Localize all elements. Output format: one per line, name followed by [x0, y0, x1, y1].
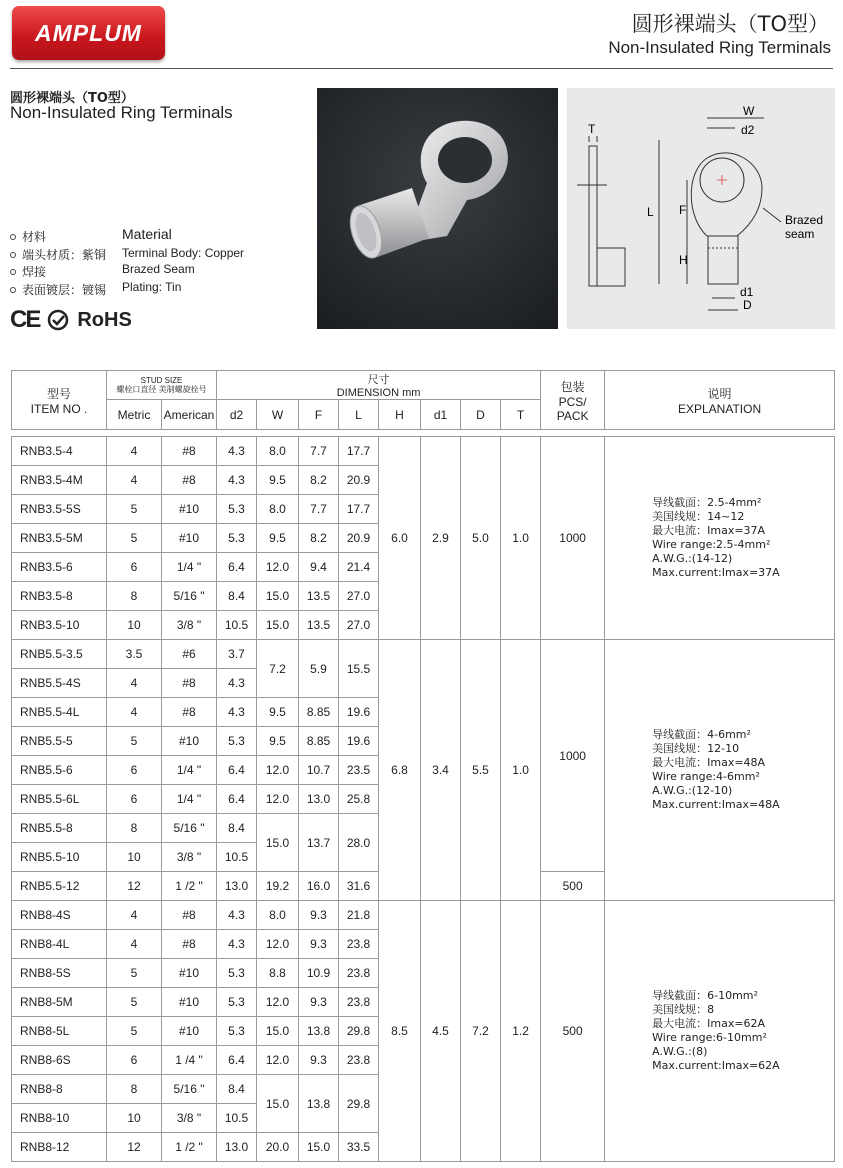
d2-value: 8.4 — [217, 1075, 257, 1104]
d2-value: 5.3 — [217, 959, 257, 988]
l-value: 27.0 — [339, 611, 379, 640]
t-value: 1.2 — [501, 901, 541, 1162]
table-row — [12, 901, 835, 930]
material-seam-cn: 焊接 — [10, 263, 46, 280]
d-value: 5.0 — [461, 437, 501, 640]
header-title-en: Non-Insulated Ring Terminals — [608, 38, 831, 57]
spec-table — [11, 370, 835, 1162]
d-value: 7.2 — [461, 901, 501, 1162]
metric-size: 6 — [107, 785, 162, 814]
american-size: 1 /2 " — [162, 872, 217, 901]
l-value: 23.8 — [339, 930, 379, 959]
bullet-icon — [10, 269, 16, 275]
d2-value: 10.5 — [217, 611, 257, 640]
item-no: RNB8-8 — [12, 1075, 107, 1104]
dimension-drawing — [567, 88, 835, 329]
l-value: 21.4 — [339, 553, 379, 582]
l-value: 17.7 — [339, 437, 379, 466]
l-value: 23.8 — [339, 1046, 379, 1075]
product-title-en: Non-Insulated Ring Terminals — [10, 103, 233, 122]
l-value: 21.8 — [339, 901, 379, 930]
metric-size: 6 — [107, 1046, 162, 1075]
american-size: 1/4 " — [162, 553, 217, 582]
metric-size: 4 — [107, 437, 162, 466]
col-d: D — [461, 400, 501, 430]
col-d1: d1 — [421, 400, 461, 430]
item-no: RNB8-6S — [12, 1046, 107, 1075]
metric-size: 12 — [107, 1133, 162, 1162]
t-value: 1.0 — [501, 437, 541, 640]
f-value: 10.9 — [299, 959, 339, 988]
f-value: 7.7 — [299, 495, 339, 524]
l-value: 33.5 — [339, 1133, 379, 1162]
f-value: 13.8 — [299, 1017, 339, 1046]
pack-value: 500 — [541, 901, 605, 1162]
material-plating-en: Plating: Tin — [122, 280, 182, 294]
d1-value: 2.9 — [421, 437, 461, 640]
metric-size: 4 — [107, 466, 162, 495]
metric-size: 6 — [107, 553, 162, 582]
l-value: 23.5 — [339, 756, 379, 785]
d2-value: 10.5 — [217, 1104, 257, 1133]
american-size: #8 — [162, 698, 217, 727]
american-size: #8 — [162, 901, 217, 930]
item-no: RNB8-5L — [12, 1017, 107, 1046]
label-seam: seam — [785, 227, 815, 241]
header-divider — [10, 68, 833, 69]
item-no: RNB5.5-4S — [12, 669, 107, 698]
l-value: 19.6 — [339, 698, 379, 727]
item-no: RNB5.5-12 — [12, 872, 107, 901]
metric-size: 4 — [107, 669, 162, 698]
material-body-cn: 端头材质：紫铜 — [10, 246, 106, 263]
bullet-icon — [10, 287, 16, 293]
metric-size: 5 — [107, 495, 162, 524]
col-explanation: 说明 EXPLANATION — [605, 371, 835, 430]
d2-value: 6.4 — [217, 1046, 257, 1075]
american-size: #8 — [162, 669, 217, 698]
american-size: 1/4 " — [162, 785, 217, 814]
pack-value: 500 — [541, 872, 605, 901]
header-title-cn: 圆形裸端头（TO型） — [631, 12, 829, 36]
d2-value: 6.4 — [217, 756, 257, 785]
item-no: RNB3.5-5M — [12, 524, 107, 553]
bullet-icon — [10, 234, 16, 240]
w-value: 9.5 — [257, 466, 299, 495]
d-value: 5.5 — [461, 640, 501, 901]
w-value: 8.8 — [257, 959, 299, 988]
d2-value: 4.3 — [217, 437, 257, 466]
f-value: 9.3 — [299, 988, 339, 1017]
explanation-text: 导线截面：6-10mm² 美国线规：8 最大电流：Imax=62A Wire range:6-10mm² A.W.G.:(8) Max.current:Imax=62A — [605, 901, 835, 1162]
item-no: RNB8-4L — [12, 930, 107, 959]
american-size: #10 — [162, 524, 217, 553]
col-pack: 包装 PCS/ PACK — [541, 371, 605, 430]
col-american: American — [162, 400, 217, 430]
w-value: 12.0 — [257, 988, 299, 1017]
american-size: #6 — [162, 640, 217, 669]
american-size: #10 — [162, 988, 217, 1017]
w-value: 15.0 — [257, 814, 299, 872]
explanation-text: 导线截面：2.5-4mm² 美国线规：14~12 最大电流：Imax=37A Wire range:2.5-4mm² A.W.G.:(14-12) Max.current:Imax=37A — [605, 437, 835, 640]
label-brazed: Brazed — [785, 213, 824, 227]
metric-size: 5 — [107, 524, 162, 553]
metric-size: 12 — [107, 872, 162, 901]
american-size: #10 — [162, 959, 217, 988]
w-value: 12.0 — [257, 785, 299, 814]
col-t: T — [501, 400, 541, 430]
metric-size: 5 — [107, 959, 162, 988]
f-value: 9.3 — [299, 1046, 339, 1075]
american-size: 1 /4 " — [162, 1046, 217, 1075]
metric-size: 8 — [107, 1075, 162, 1104]
f-value: 8.2 — [299, 524, 339, 553]
item-no: RNB8-5S — [12, 959, 107, 988]
item-no: RNB8-5M — [12, 988, 107, 1017]
american-size: #8 — [162, 466, 217, 495]
label-H: H — [679, 253, 688, 267]
item-no: RNB3.5-4 — [12, 437, 107, 466]
american-size: 3/8 " — [162, 611, 217, 640]
f-value: 9.4 — [299, 553, 339, 582]
l-value: 20.9 — [339, 466, 379, 495]
w-value: 12.0 — [257, 553, 299, 582]
w-value: 15.0 — [257, 1017, 299, 1046]
item-no: RNB8-12 — [12, 1133, 107, 1162]
f-value: 8.85 — [299, 698, 339, 727]
american-size: #8 — [162, 437, 217, 466]
item-no: RNB5.5-6 — [12, 756, 107, 785]
l-value: 20.9 — [339, 524, 379, 553]
d2-value: 13.0 — [217, 1133, 257, 1162]
item-no: RNB3.5-5S — [12, 495, 107, 524]
f-value: 13.5 — [299, 582, 339, 611]
terminal-dimension-diagram — [567, 88, 835, 329]
f-value: 15.0 — [299, 1133, 339, 1162]
d2-value: 13.0 — [217, 872, 257, 901]
d1-value: 4.5 — [421, 901, 461, 1162]
metric-size: 6 — [107, 756, 162, 785]
w-value: 8.0 — [257, 901, 299, 930]
d2-value: 4.3 — [217, 698, 257, 727]
d2-value: 10.5 — [217, 843, 257, 872]
item-no: RNB5.5-4L — [12, 698, 107, 727]
w-value: 15.0 — [257, 582, 299, 611]
f-value: 10.7 — [299, 756, 339, 785]
american-size: 1 /2 " — [162, 1133, 217, 1162]
d1-value: 3.4 — [421, 640, 461, 901]
f-value: 13.0 — [299, 785, 339, 814]
metric-size: 4 — [107, 930, 162, 959]
label-T: T — [588, 122, 596, 136]
explanation-text: 导线截面：4-6mm² 美国线规：12-10 最大电流：Imax=48A Wire range:4-6mm² A.W.G.:(12-10) Max.current:Imax=48A — [605, 640, 835, 901]
item-no: RNB5.5-10 — [12, 843, 107, 872]
item-no: RNB5.5-5 — [12, 727, 107, 756]
table-row — [12, 640, 835, 669]
l-value: 23.8 — [339, 959, 379, 988]
f-value: 13.5 — [299, 611, 339, 640]
rohs-mark: RoHS — [77, 308, 132, 331]
pack-value: 1000 — [541, 437, 605, 640]
metric-size: 4 — [107, 698, 162, 727]
metric-size: 4 — [107, 901, 162, 930]
w-value: 12.0 — [257, 756, 299, 785]
d2-value: 4.3 — [217, 901, 257, 930]
d2-value: 5.3 — [217, 524, 257, 553]
amplum-logo: AMPLUM — [12, 6, 165, 60]
material-seam-en: Brazed Seam — [122, 262, 195, 276]
material-plating-cn: 表面镀层：镀锡 — [10, 281, 106, 298]
label-D: D — [743, 298, 752, 312]
label-d2: d2 — [741, 123, 755, 137]
f-value: 9.3 — [299, 901, 339, 930]
d2-value: 5.3 — [217, 988, 257, 1017]
col-w: W — [257, 400, 299, 430]
material-label-cn: 材料 — [10, 228, 46, 245]
w-value: 7.2 — [257, 640, 299, 698]
american-size: 5/16 " — [162, 1075, 217, 1104]
l-value: 17.7 — [339, 495, 379, 524]
l-value: 31.6 — [339, 872, 379, 901]
w-value: 15.0 — [257, 611, 299, 640]
item-no: RNB8-4S — [12, 901, 107, 930]
f-value: 8.85 — [299, 727, 339, 756]
f-value: 7.7 — [299, 437, 339, 466]
metric-size: 8 — [107, 582, 162, 611]
material-body-en: Terminal Body: Copper — [122, 246, 245, 260]
material-label-en: Material — [122, 226, 172, 242]
w-value: 20.0 — [257, 1133, 299, 1162]
d2-value: 6.4 — [217, 553, 257, 582]
col-f: F — [299, 400, 339, 430]
item-no: RNB3.5-8 — [12, 582, 107, 611]
l-value: 29.8 — [339, 1017, 379, 1046]
item-no: RNB3.5-6 — [12, 553, 107, 582]
item-no: RNB3.5-10 — [12, 611, 107, 640]
f-value: 13.8 — [299, 1075, 339, 1133]
f-value: 5.9 — [299, 640, 339, 698]
w-value: 19.2 — [257, 872, 299, 901]
l-value: 28.0 — [339, 814, 379, 872]
metric-size: 8 — [107, 814, 162, 843]
h-value: 8.5 — [379, 901, 421, 1162]
f-value: 13.7 — [299, 814, 339, 872]
label-d1: d1 — [740, 285, 754, 299]
d2-value: 5.3 — [217, 1017, 257, 1046]
l-value: 29.8 — [339, 1075, 379, 1133]
d2-value: 4.3 — [217, 669, 257, 698]
d2-value: 8.4 — [217, 814, 257, 843]
l-value: 23.8 — [339, 988, 379, 1017]
w-value: 15.0 — [257, 1075, 299, 1133]
american-size: #10 — [162, 1017, 217, 1046]
tick-certification-icon — [47, 309, 69, 331]
w-value: 12.0 — [257, 930, 299, 959]
l-value: 25.8 — [339, 785, 379, 814]
l-value: 15.5 — [339, 640, 379, 698]
col-stud-size: STUD SIZE 螺栓口直径 美制螺旋拴号 — [107, 371, 217, 400]
w-value: 9.5 — [257, 698, 299, 727]
d2-value: 4.3 — [217, 930, 257, 959]
metric-size: 10 — [107, 843, 162, 872]
col-item: 型号 ITEM NO . — [12, 371, 107, 430]
metric-size: 5 — [107, 727, 162, 756]
col-metric: Metric — [107, 400, 162, 430]
col-l: L — [339, 400, 379, 430]
item-no: RNB5.5-6L — [12, 785, 107, 814]
product-photo — [317, 88, 558, 329]
metric-size: 10 — [107, 611, 162, 640]
metric-size: 10 — [107, 1104, 162, 1133]
col-h: H — [379, 400, 421, 430]
item-no: RNB8-10 — [12, 1104, 107, 1133]
product-title-cn: 圆形裸端头（TO型） — [10, 91, 134, 106]
american-size: 5/16 " — [162, 814, 217, 843]
col-dimension: 尺寸 DIMENSION mm — [217, 371, 541, 400]
item-no: RNB5.5-8 — [12, 814, 107, 843]
table-row — [12, 437, 835, 466]
l-value: 19.6 — [339, 727, 379, 756]
item-no: RNB5.5-3.5 — [12, 640, 107, 669]
d2-value: 4.3 — [217, 466, 257, 495]
w-value: 8.0 — [257, 437, 299, 466]
d2-value: 8.4 — [217, 582, 257, 611]
group-gap — [12, 430, 835, 437]
w-value: 8.0 — [257, 495, 299, 524]
d2-value: 3.7 — [217, 640, 257, 669]
item-no: RNB3.5-4M — [12, 466, 107, 495]
label-F: F — [679, 203, 687, 217]
h-value: 6.0 — [379, 437, 421, 640]
label-W: W — [743, 104, 755, 118]
american-size: #8 — [162, 930, 217, 959]
label-L: L — [647, 205, 654, 219]
f-value: 9.3 — [299, 930, 339, 959]
american-size: #10 — [162, 495, 217, 524]
t-value: 1.0 — [501, 640, 541, 901]
w-value: 12.0 — [257, 1046, 299, 1075]
ce-mark-icon: CE — [10, 306, 40, 333]
pack-value: 1000 — [541, 640, 605, 872]
bullet-icon — [10, 252, 16, 258]
l-value: 27.0 — [339, 582, 379, 611]
certifications — [10, 306, 132, 334]
f-value: 8.2 — [299, 466, 339, 495]
d2-value: 6.4 — [217, 785, 257, 814]
d2-value: 5.3 — [217, 727, 257, 756]
w-value: 9.5 — [257, 727, 299, 756]
f-value: 16.0 — [299, 872, 339, 901]
metric-size: 3.5 — [107, 640, 162, 669]
american-size: 3/8 " — [162, 843, 217, 872]
metric-size: 5 — [107, 988, 162, 1017]
metric-size: 5 — [107, 1017, 162, 1046]
w-value: 9.5 — [257, 524, 299, 553]
col-d2: d2 — [217, 400, 257, 430]
ring-terminal-photo — [317, 88, 558, 329]
american-size: 1/4 " — [162, 756, 217, 785]
american-size: 5/16 " — [162, 582, 217, 611]
american-size: 3/8 " — [162, 1104, 217, 1133]
h-value: 6.8 — [379, 640, 421, 901]
american-size: #10 — [162, 727, 217, 756]
d2-value: 5.3 — [217, 495, 257, 524]
